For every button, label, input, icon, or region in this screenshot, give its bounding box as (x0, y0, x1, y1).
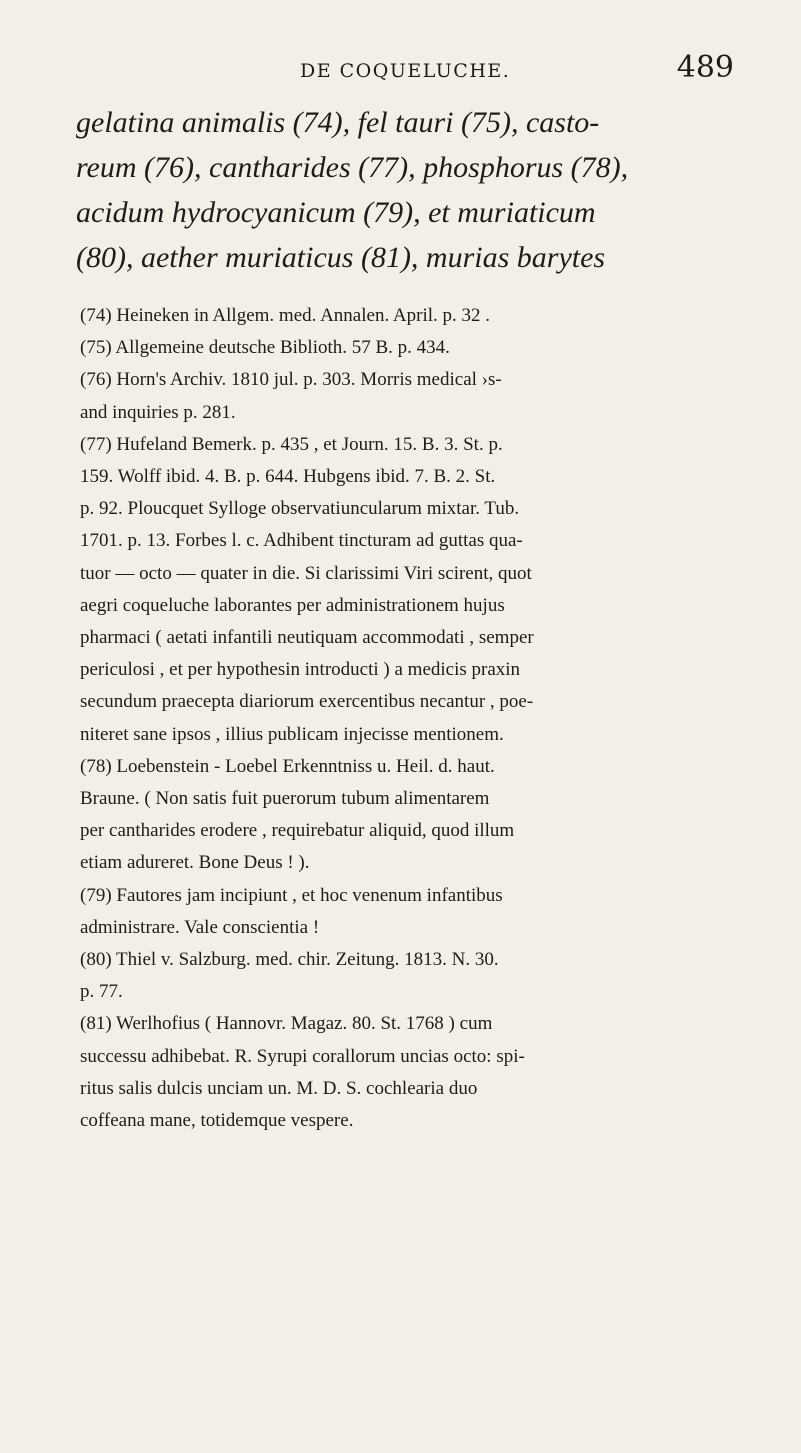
footnote-line: p. 77. (80, 981, 123, 1003)
footnote-line: coffeana mane, totidemque vespere. (80, 1110, 354, 1132)
footnote-line: per cantharides erodere , requirebatur aliquid, quod illum (80, 820, 515, 842)
body-line: (80), aether muriaticus (81), murias barytes (76, 241, 606, 274)
footnote-line: pharmaci ( aetati infantili neutiquam accommodati , semper (80, 627, 534, 649)
footnote-80 (80, 944, 740, 1008)
footnote-line: (81) Werlhofius ( Hannovr. Magaz. 80. St. 1768 ) cum (80, 1013, 493, 1035)
footnote-line: (80) Thiel v. Salzburg. med. chir. Zeitung. 1813. N. 30. (80, 949, 499, 971)
footnote-line: p. 92. Ploucquet Sylloge observatiuncularum mixtar. Tub. (80, 498, 520, 520)
footnote-line: (74) Heineken in Allgem. med. Annalen. April. p. 32 . (80, 305, 491, 326)
running-head: DE COQUELUCHE. (300, 60, 511, 82)
body-line: reum (76), cantharides (77), phosphorus (78), (76, 151, 629, 184)
footnote-line: etiam adureret. Bone Deus ! ). (80, 852, 310, 874)
footnote-76 (80, 364, 740, 428)
footnote-line: niteret sane ipsos , illius publicam injecisse mentionem. (80, 723, 504, 745)
footnote-line: 1701. p. 13. Forbes l. c. Adhibent tincturam ad guttas qua- (80, 530, 523, 552)
footnote-79 (80, 880, 740, 944)
footnote-line: tuor — octo — quater in die. Si clarissimi Viri scirent, quot (80, 562, 532, 584)
footnote-line: 159. Wolff ibid. 4. B. p. 644. Hubgens ibid. 7. B. 2. St. (80, 466, 496, 488)
footnote-line: and inquiries p. 281. (80, 401, 236, 423)
footnote-81 (80, 1008, 740, 1137)
footnote-line: aegri coqueluche laborantes per administrationem hujus (80, 594, 505, 616)
page-header (80, 50, 740, 94)
body-text-continuation (76, 100, 736, 280)
footnote-line: ritus salis dulcis unciam un. M. D. S. cochlearia duo (80, 1077, 478, 1099)
footnote-75 (80, 332, 740, 364)
footnote-77 (80, 429, 740, 751)
footnote-line: secundum praecepta diariorum exercentibus necantur , poe- (80, 691, 534, 713)
footnote-line: administrare. Vale conscientia ! (80, 916, 320, 938)
page-number: 489 (676, 50, 734, 85)
footnote-line: (77) Hufeland Bemerk. p. 435 , et Journ. 15. B. 3. St. p. (80, 433, 503, 455)
footnote-line: (79) Fautores jam incipiunt , et hoc venenum infantibus (80, 884, 503, 906)
footnote-line: (75) Allgemeine deutsche Biblioth. 57 B. p. 434. (80, 337, 450, 359)
footnote-78 (80, 751, 740, 880)
footnote-line: (78) Loebenstein - Loebel Erkenntniss u. Heil. d. haut. (80, 755, 495, 777)
footnote-74 (80, 300, 740, 332)
body-line: gelatina animalis (74), fel tauri (75), casto- (76, 106, 600, 139)
footnote-line: successu adhibebat. R. Syrupi corallorum uncias octo: spi- (80, 1045, 525, 1067)
footnote-line: periculosi , et per hypothesin introducti ) a medicis praxin (80, 659, 521, 681)
body-line: acidum hydrocyanicum (79), et muriaticum (76, 196, 596, 229)
footnote-line: (76) Horn's Archiv. 1810 jul. p. 303. Morris medical ›s- (80, 369, 502, 391)
footnote-line: Braune. ( Non satis fuit puerorum tubum alimentarem (80, 788, 490, 810)
footnotes (80, 300, 740, 1137)
